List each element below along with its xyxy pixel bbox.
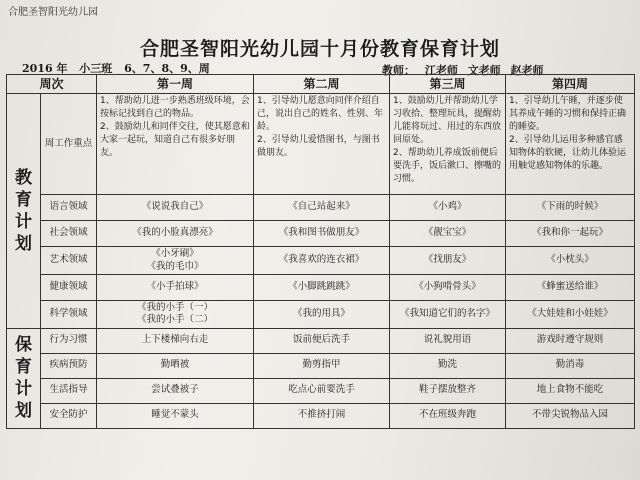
week-header: 第二周: [254, 75, 390, 94]
row-label: 行为习惯: [41, 328, 97, 353]
table-row: [7, 274, 635, 300]
work-cell: 1、引导幼儿愿意向同伴介绍自己，说出自己的姓名、性别、年龄。 2、引导幼儿爱惜图书，与图书做朋友。: [254, 94, 390, 195]
weeks-range: 6、7、8、9、周: [124, 62, 210, 75]
table-cell: 《我的小脸真漂亮》: [97, 221, 254, 247]
table-row: [7, 353, 635, 378]
table-row: [7, 247, 635, 275]
table-cell: 《小手拍球》: [97, 274, 254, 300]
week-header: 第三周: [390, 75, 506, 94]
table-cell: 吃点心前要洗手: [254, 378, 390, 403]
col-header-week: 周次: [7, 75, 97, 94]
table-cell: 说礼貌用语: [390, 328, 506, 353]
row-label: 艺术领域: [41, 247, 97, 275]
work-cell: 1、引导幼儿午睡，并逐步使其养成午睡的习惯和保持正确的睡姿。 2、引导幼儿运用多种感官感知物体的软硬，让幼儿体验运用触觉感知物体的乐趣。: [506, 94, 635, 195]
plan-table: [6, 74, 635, 429]
education-group-label: 教 育 计 划: [7, 94, 41, 328]
table-cell: 睡觉不蒙头: [97, 403, 254, 428]
table-cell: 《自己站起来》: [254, 195, 390, 221]
teacher-label: 教师：: [382, 64, 415, 77]
table-cell: 勤洗: [390, 353, 506, 378]
table-cell: 《靓宝宝》: [390, 221, 506, 247]
table-cell: 上下楼梯向右走: [97, 328, 254, 353]
row-label: 周工作重点: [41, 94, 97, 195]
year: 2016 年: [22, 62, 68, 75]
table-row: [7, 328, 635, 353]
table-cell: 《我的小手（一） 《我的小手（二）: [97, 300, 254, 328]
table-cell: 不在班级奔跑: [390, 403, 506, 428]
table-cell: 《小枕头》: [506, 247, 635, 275]
table-row: [7, 378, 635, 403]
row-label: 安全防护: [41, 403, 97, 428]
table-cell: 不带尖锐物品入园: [506, 403, 635, 428]
table-row: [7, 300, 635, 328]
table-cell: 《我知道它们的名字》: [390, 300, 506, 328]
row-label: 社会领域: [41, 221, 97, 247]
work-cell: 1、帮助幼儿进一步熟悉班级环境，会按标记找到自己的物品。 2、鼓励幼儿和同伴交往，使其愿意和大家一起玩，知道自己有很多好朋友。: [97, 94, 254, 195]
table-cell: 不推挤打闹: [254, 403, 390, 428]
row-label: 疾病预防: [41, 353, 97, 378]
table-cell: 《大娃娃和小娃娃》: [506, 300, 635, 328]
table-cell: 《说说我自己》: [97, 195, 254, 221]
table-row: [7, 221, 635, 247]
table-cell: 地上食物不能吃: [506, 378, 635, 403]
table-row: [7, 94, 635, 195]
table-cell: 勤晒被: [97, 353, 254, 378]
table-cell: 《小狗啃骨头》: [390, 274, 506, 300]
table-cell: 鞋子摆放整齐: [390, 378, 506, 403]
work-cell: 1、鼓励幼儿并帮助幼儿学习收拾、整理玩具，提醒幼儿能将玩过、用过的东西放回原处。 2、帮助幼儿养成饭前便后要洗手，饭后漱口、擦嘴的习惯。: [390, 94, 506, 195]
table-cell: 《下雨的时候》: [506, 195, 635, 221]
table-cell: 《小鸡》: [390, 195, 506, 221]
row-label: 健康领域: [41, 274, 97, 300]
table-header-row: [7, 75, 635, 94]
table-cell: 《蜂蜜送给谁》: [506, 274, 635, 300]
teacher-name: 文老师: [467, 64, 501, 77]
row-label: 科学领域: [41, 300, 97, 328]
care-group-label: 保 育 计 划: [7, 328, 41, 428]
table-cell: 尝试叠被子: [97, 378, 254, 403]
table-cell: 勤消毒: [506, 353, 635, 378]
row-label: 语言领域: [41, 195, 97, 221]
page-title: 合肥圣智阳光幼儿园十月份教育保育计划: [139, 38, 500, 60]
teacher-name: 江老师: [424, 64, 458, 77]
week-header: 第一周: [97, 75, 254, 94]
week-header: 第四周: [506, 75, 635, 94]
table-cell: 《小牙刷》 《我的毛巾》: [97, 247, 254, 275]
header-text: 合肥圣智阳光幼儿园: [8, 7, 98, 18]
table-cell: 《我和你一起玩》: [506, 221, 635, 247]
table-cell: 《我和图书做朋友》: [254, 221, 390, 247]
row-label: 生活指导: [41, 378, 97, 403]
table-row: [7, 403, 635, 428]
class-name: 小三班: [79, 62, 113, 75]
table-cell: 游戏时遵守规则: [506, 328, 635, 353]
table-cell: 《小脚跳跳跳》: [254, 274, 390, 300]
table-cell: 《找朋友》: [390, 247, 506, 275]
table-cell: 《我喜欢的连衣裙》: [254, 247, 390, 275]
table-cell: 勤剪指甲: [254, 353, 390, 378]
table-cell: 饭前便后洗手: [254, 328, 390, 353]
table-cell: 《我的用具》: [254, 300, 390, 328]
table-row: [7, 195, 635, 221]
teacher-name: 赵老师: [510, 64, 544, 77]
